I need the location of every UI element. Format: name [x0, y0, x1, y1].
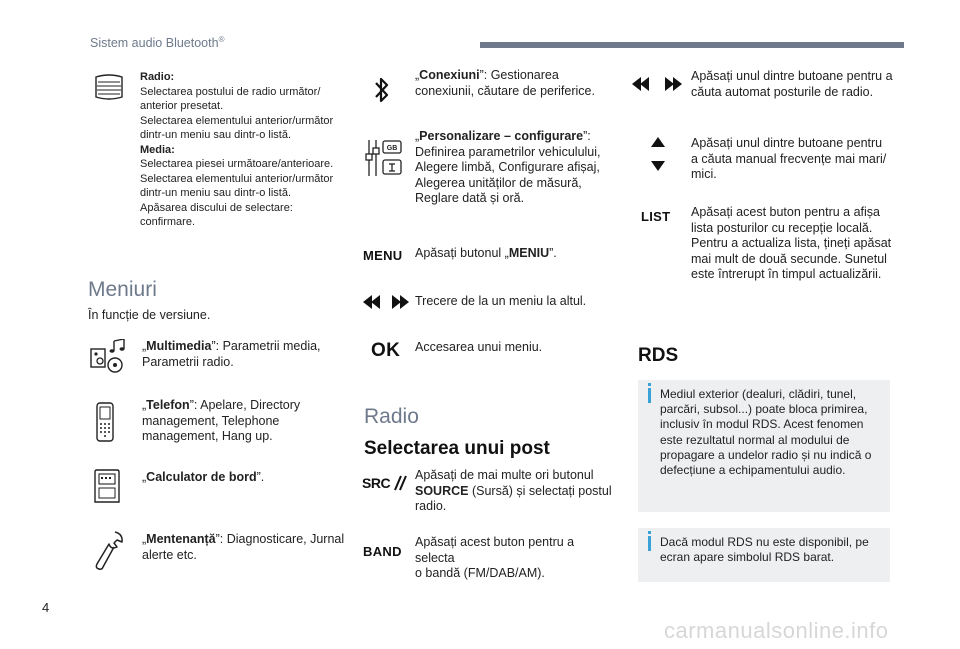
select-station-title: Selectarea unui post: [364, 438, 550, 459]
item-text: mici.: [691, 167, 717, 181]
item-text: este întrerupt în timpul actualizării.: [691, 267, 882, 281]
radio-media-block: [140, 70, 350, 230]
list-button-label: LIST: [641, 209, 671, 224]
item-text: Trecere de la un meniu la altul.: [415, 294, 587, 308]
menu-item-navigation: [415, 294, 615, 310]
manual-tune-instruction: [691, 136, 896, 183]
item-text: Alegerea unităților de măsură,: [415, 175, 582, 190]
item-text: căuta automat posturile de radio.: [691, 84, 874, 99]
radio-line: anterior presetat.: [140, 100, 224, 112]
source-instruction: [415, 468, 615, 515]
radio-section-title: Radio: [364, 405, 419, 428]
rds-unavailable-text: [660, 535, 885, 565]
info-marker: [648, 388, 651, 403]
quote: „: [142, 339, 147, 353]
item-text: ”: Apelare, Directory: [189, 398, 301, 412]
item-text: management, Hang up.: [142, 429, 273, 443]
info-line: este rezultatul normal al modului de: [660, 432, 850, 447]
radio-wheel-icon: [92, 72, 126, 102]
page-number: 4: [42, 600, 50, 615]
item-text: ”:: [583, 129, 591, 143]
item-text: Pentru a actualiza lista, țineți apăsat: [691, 236, 892, 250]
seek-instruction: [691, 69, 896, 100]
item-text: Reglare dată și oră.: [415, 191, 525, 205]
item-text: Alegere limbă, Configurare afișaj,: [415, 160, 600, 174]
menu-item-telefon: [142, 398, 352, 445]
settings-sliders-icon: [364, 138, 404, 178]
item-bold: MENIU: [508, 246, 550, 260]
radio-heading: Radio:: [140, 71, 175, 83]
media-line: dintr-un meniu sau dintr-o listă.: [140, 187, 292, 199]
menu-item-personalizare: [415, 129, 615, 207]
media-line: confirmare.: [140, 216, 196, 228]
ok-button-label: OK: [371, 340, 401, 361]
item-bold: Calculator de bord: [146, 470, 257, 484]
item-text: Apăsați de mai multe ori butonul: [415, 468, 594, 482]
header-title: Sistem audio Bluetooth: [90, 36, 219, 51]
up-down-triangles-icon: [650, 136, 666, 172]
item-text: Parametrii radio.: [142, 354, 234, 369]
info-line: Mediul exterior (dealuri, clădiri, tunel,: [660, 387, 857, 401]
item-text: ”.: [549, 246, 557, 260]
item-text: conexiunii, căutare de periferice.: [415, 83, 595, 98]
menu-button-label: MENU: [363, 248, 403, 263]
wrench-icon: [92, 530, 126, 572]
item-bold: Personalizare – configurare: [419, 129, 584, 143]
item-bold: Multimedia: [146, 339, 212, 353]
trip-computer-icon: [92, 468, 122, 504]
item-text: alerte etc.: [142, 547, 197, 562]
item-text: Apăsați acest buton pentru a afișa: [691, 205, 881, 219]
bluetooth-icon: [372, 74, 392, 106]
item-text: ”: Gestionarea: [479, 68, 559, 82]
media-line: Apăsarea discului de selectare:: [140, 201, 293, 214]
band-instruction: [415, 535, 615, 582]
info-line: ecran apare simbolul RDS barat.: [660, 550, 835, 565]
info-line: inclusiv în modul RDS. Acest fenomen: [660, 417, 864, 432]
item-text: ”: Diagnosticare, Jurnal: [215, 532, 345, 546]
list-instruction: [691, 205, 896, 283]
radio-line: dintr-un meniu sau dintr-o listă.: [140, 129, 292, 141]
rds-unavailable-box: [638, 528, 890, 582]
quote: „: [415, 129, 420, 143]
item-text: Apăsați unul dintre butoane pentru: [691, 136, 883, 150]
watermark: carmanualsonline.info: [664, 618, 889, 643]
menu-item-ok: [415, 340, 615, 356]
multimedia-icon: [88, 338, 130, 374]
item-bold: Conexiuni: [419, 68, 480, 82]
info-marker: [648, 536, 651, 551]
menus-section-title: Meniuri: [88, 278, 157, 301]
media-line: Selectarea elementului anterior/următor: [140, 172, 334, 185]
seek-arrows-icon: [632, 76, 682, 92]
band-button-label: BAND: [363, 544, 402, 559]
menu-item-calculator: [142, 470, 352, 486]
item-text: Apăsați butonul „: [415, 246, 509, 260]
item-text: a căuta manual frecvențe mai mari/: [691, 151, 887, 166]
item-text: lista posturilor cu recepție locală.: [691, 220, 873, 235]
item-text: (Sursă) și selectați postul: [468, 483, 612, 498]
item-bold: Telefon: [146, 398, 190, 412]
item-text: radio.: [415, 499, 447, 513]
item-text: o bandă (FM/DAB/AM).: [415, 566, 545, 580]
item-bold: Mentenanță: [146, 532, 216, 546]
item-text: ”.: [256, 470, 265, 484]
info-line: parcări, subsol...) poate bloca primirea,: [660, 402, 868, 417]
item-text: Apăsați unul dintre butoane pentru a: [691, 69, 893, 83]
item-bold: SOURCE: [415, 483, 469, 498]
rds-section-title: RDS: [638, 345, 679, 366]
quote: „: [415, 68, 420, 82]
menu-item-conexiuni: [415, 68, 615, 99]
telephone-icon: [94, 402, 116, 442]
header-registered-mark: ®: [218, 35, 225, 44]
menu-item-mentenanta: [142, 532, 352, 563]
info-line: propagare a undelor radio și nu indică o: [660, 447, 872, 462]
running-header: [90, 35, 224, 50]
menus-intro: În funcție de versiune.: [88, 308, 211, 322]
header-bar: [480, 42, 904, 48]
info-line: defecțiune a echipamentului audio.: [660, 463, 846, 478]
quote: „: [142, 532, 147, 546]
item-text: management, Telephone: [142, 413, 280, 428]
source-button-icon: [362, 473, 408, 493]
menu-item-menu-button: [415, 246, 615, 262]
item-text: Apăsați acest buton pentru a selecta: [415, 535, 575, 565]
svg-text:GB: GB: [386, 145, 398, 152]
media-line: Selectarea piesei următoare/anterioare.: [140, 158, 334, 170]
quote: „: [142, 470, 147, 484]
item-text: mai mult de două secunde. Sunetul: [691, 251, 887, 266]
media-heading: Media:: [140, 143, 175, 156]
rds-info-box: [638, 380, 890, 512]
info-line: Dacă modul RDS nu este disponibil, pe: [660, 535, 869, 549]
item-text: Definirea parametrilor vehiculului,: [415, 144, 601, 159]
left-right-arrows-icon: [363, 294, 409, 310]
radio-line: Selectarea elementului anterior/următor: [140, 114, 334, 127]
item-text: Accesarea unui meniu.: [415, 340, 543, 354]
source-button-label: SRC: [362, 475, 391, 491]
rds-info-text: [660, 387, 885, 478]
menu-item-multimedia: [142, 339, 352, 370]
radio-line: Selectarea postului de radio următor/: [140, 85, 321, 98]
quote: „: [142, 398, 147, 412]
item-text: ”: Parametrii media,: [211, 339, 321, 353]
